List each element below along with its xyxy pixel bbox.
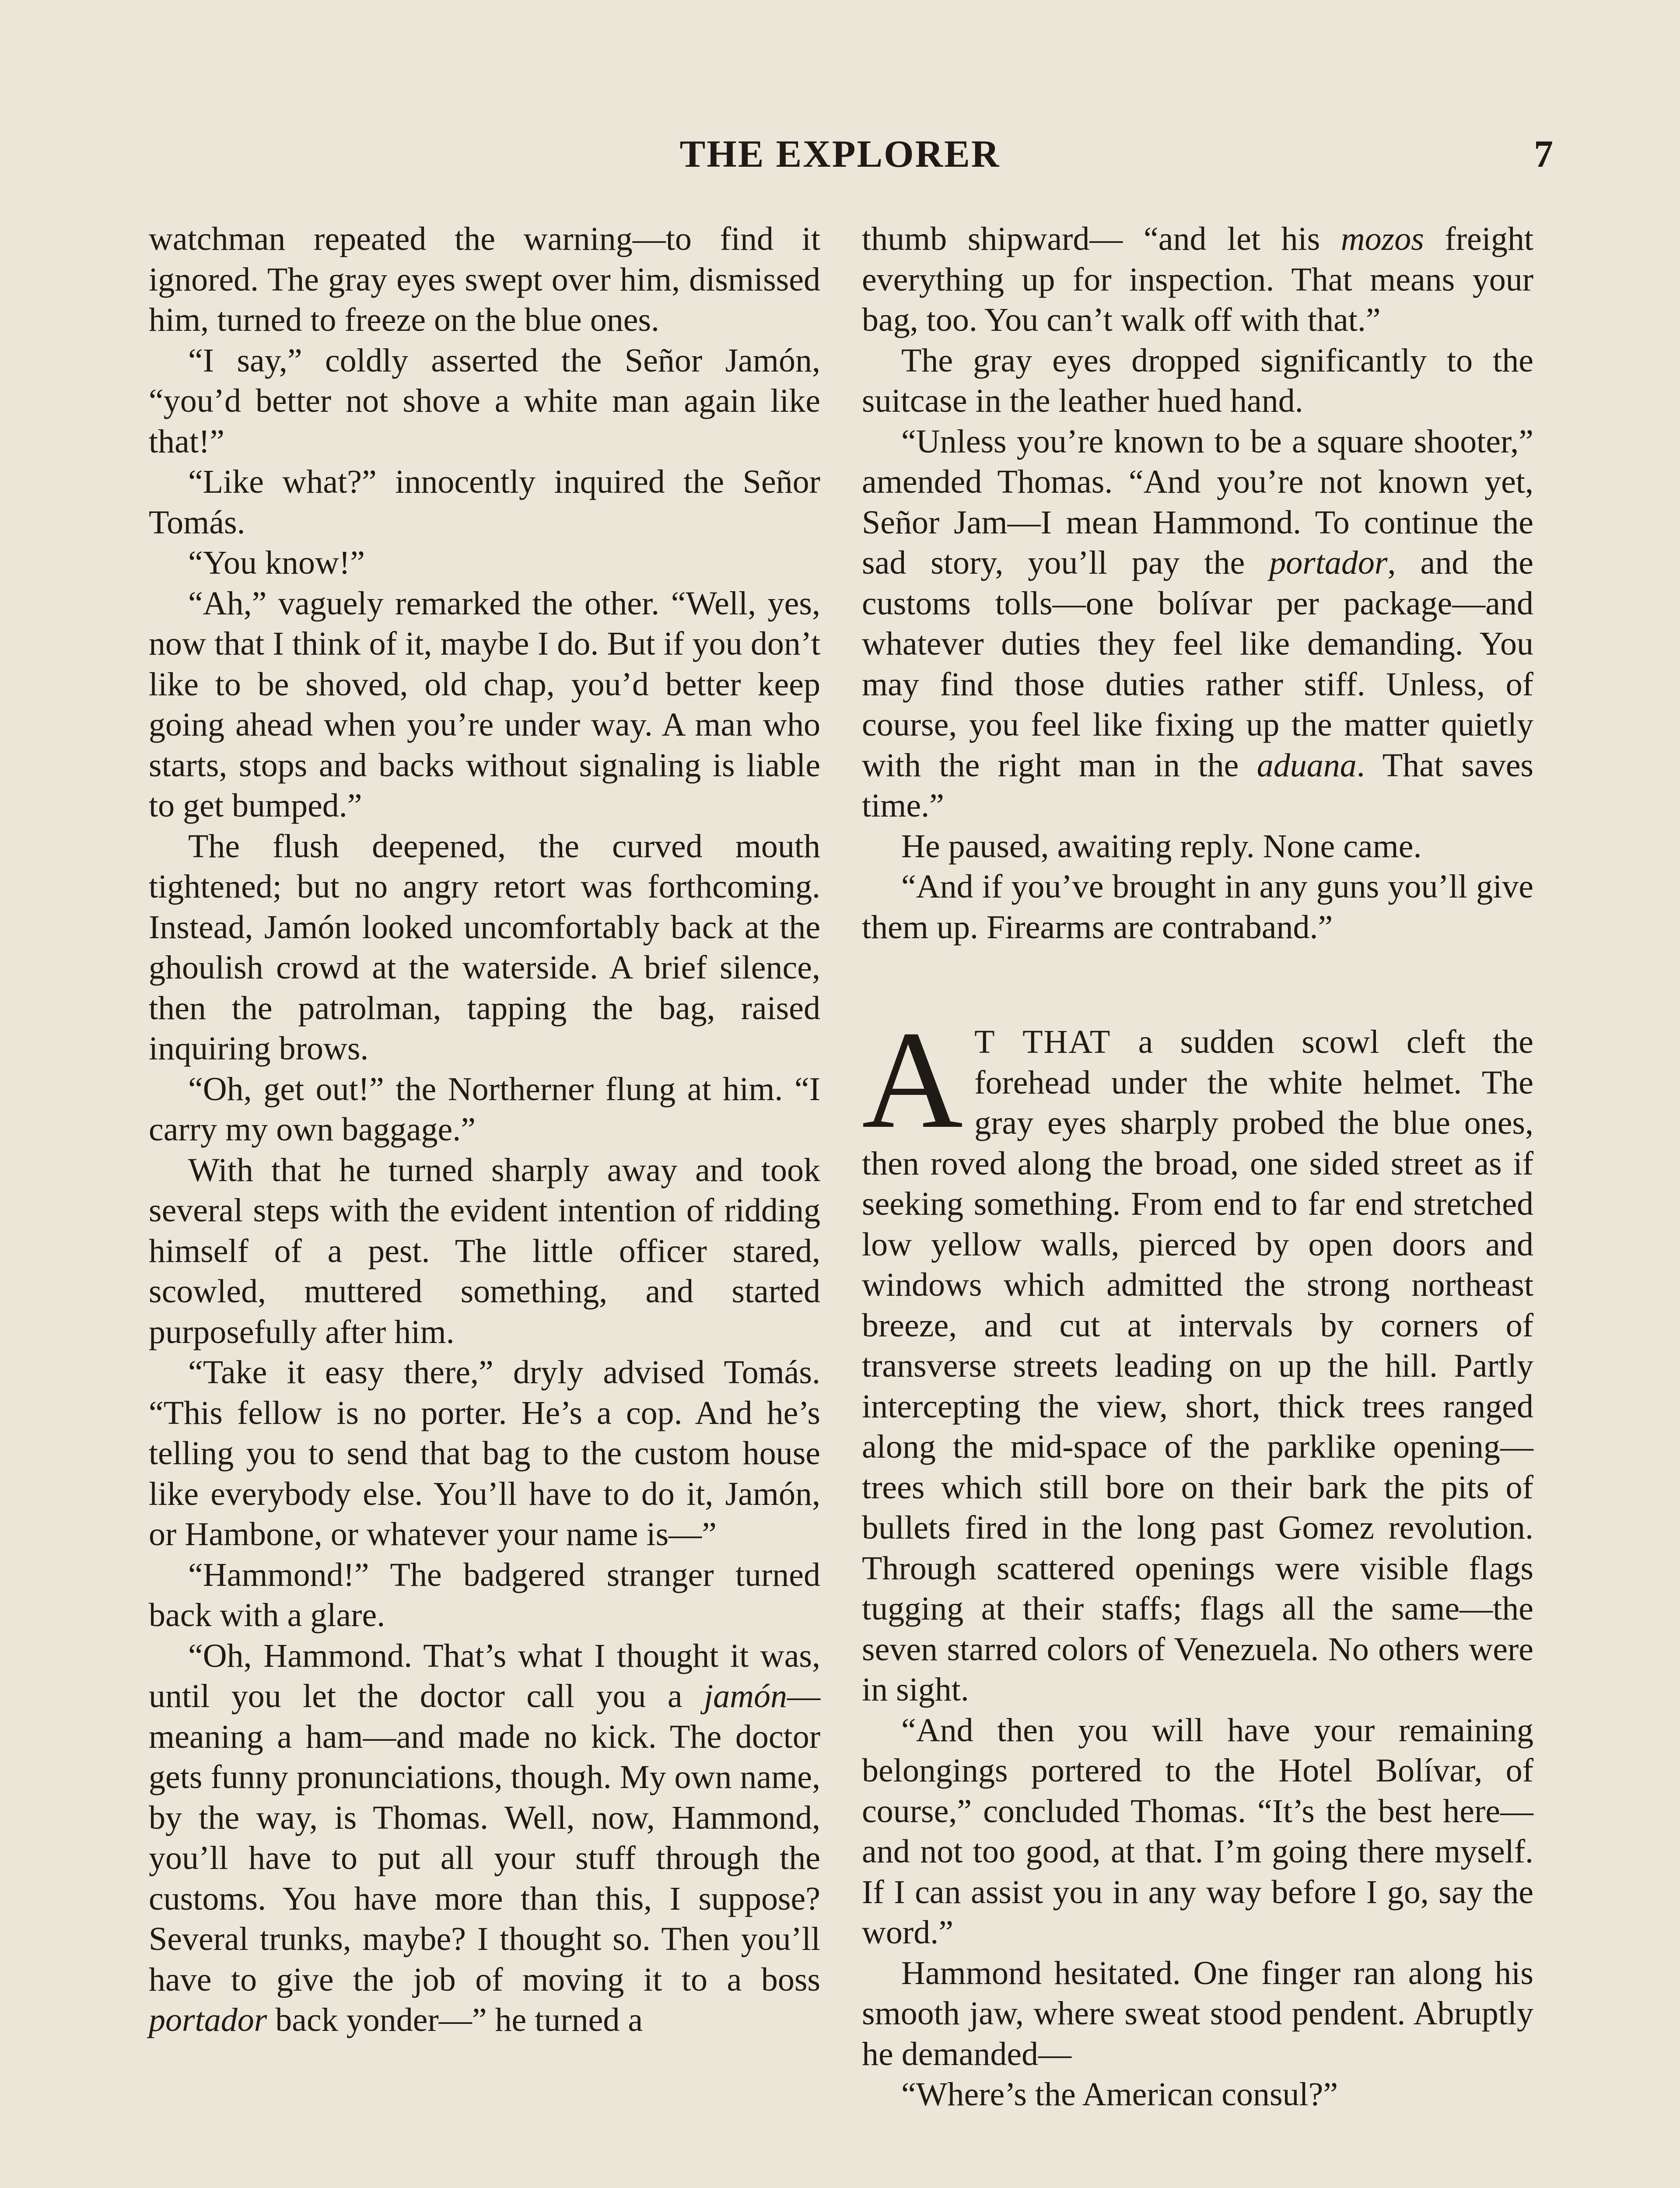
text-run: “Like what?” innocently inquired the Señor Tomás. [149, 463, 820, 541]
text-run: thumb shipward— “and let his [862, 221, 1341, 257]
text-run: “And if you’ve brought in any guns you’ll give them up. Firearms are contraband.” [862, 868, 1533, 946]
paragraph [862, 826, 1533, 867]
text-run: The flush deepened, the curved mouth tightened; but no angry retort was forthcoming. Instead, Jamón looked uncomfortably back at the ghoulish crowd at the waterside. A brief silence, then the patrolman, tapping the bag, raised inquiring brows. [149, 828, 820, 1067]
text-run: Hammond hesitated. One finger ran along his smooth jaw, where sweat stood pendent. Abruptly he demanded— [862, 1954, 1533, 2072]
italic-word: aduana [1256, 747, 1357, 784]
italic-word: jamón [704, 1678, 787, 1715]
text-run: freight everything up for inspection. That means your bag, too. You can’t walk off with that.” [862, 221, 1533, 338]
text-run: a sudden scowl cleft the forehead under the white helmet. The gray eyes sharply probed the blue ones, then roved along the broad, one sided street as if seeking something. From end to far end stretched low yellow walls, pierced by open doors and windows which admitted the strong northeast breeze, and cut at intervals by corners of transverse streets leading on up the hill. Partly intercepting the view, short, thick trees ranged along the mid-space of the parklike opening—trees which still bore on their bark the pits of bullets fired in the long past Gomez revolution. Through scattered openings were visible flags tugging at their staffs; flags all the same—the seven starred colors of Venezuela. No others were in sight. [862, 1024, 1534, 1708]
page-number: 7 [1534, 133, 1553, 175]
text-run: “And then you will have your remaining belongings portered to the Hotel Bolívar, of course,” concluded Thomas. “It’s the best here—and not too good, at that. I’m going there myself. If I can assist you in any way before I go, say the word.” [862, 1711, 1533, 1951]
text-run: He paused, awaiting reply. None came. [901, 828, 1422, 865]
text-run: —meaning a ham—and made no kick. The doctor gets funny pronunciations, though. My own name, by the way, is Thomas. Well, now, Hammond, you’ll have to put all your stuff through the customs. You have more than this, I suppose? Several trunks, maybe? I thought so. Then you’ll have to give the job of moving it to a boss [149, 1678, 820, 1998]
drop-cap-letter: A [862, 1003, 963, 1157]
text-run: “I say,” coldly asserted the Señor Jamón, “you’d better not shove a white man again like that!” [149, 342, 820, 460]
paragraph [149, 826, 820, 1069]
paragraph [862, 421, 1533, 826]
paragraph [862, 340, 1533, 421]
text-run: “Ah,” vaguely remarked the other. “Well, yes, now that I think of it, maybe I do. But if you don’t like to be shoved, old chap, you’d better keep going ahead when you’re under way. A man who starts, stops and backs without signaling is liable to get bumped.” [149, 585, 820, 824]
paragraph [149, 462, 820, 543]
paragraph [149, 1150, 820, 1353]
text-run: “Oh, get out!” the Northerner flung at him. “I carry my own baggage.” [149, 1070, 820, 1148]
paragraph [149, 1555, 820, 1636]
page-header [0, 127, 1680, 184]
text-run: . That saves time.” [862, 747, 1534, 824]
paragraph [862, 219, 1533, 340]
text-run: “Oh, Hammond. That’s what I thought it was, until you let the doctor call you a [149, 1637, 820, 1715]
paragraph [149, 543, 820, 583]
left-text-column [149, 219, 820, 2041]
right-text-column [862, 219, 1533, 2115]
text-run: “Take it easy there,” dryly advised Tomás. “This fellow is no porter. He’s a cop. And he’s telling you to send that bag to the custom house like everybody else. You’ll have to do it, Jamón, or Hambone, or whatever your name is—” [149, 1354, 820, 1553]
paragraph [862, 1953, 1533, 2075]
text-run: “You know!” [188, 544, 365, 581]
text-run: watchman repeated the warning—to find it ignored. The gray eyes swept over him, dismissed him, turned to freeze on the blue ones. [149, 221, 820, 338]
running-head: THE EXPLORER [679, 133, 1001, 175]
text-run: The gray eyes dropped significantly to the suitcase in the leather hued hand. [862, 342, 1533, 419]
paragraph [149, 1352, 820, 1555]
paragraph [149, 1069, 820, 1150]
text-run: back yonder—” he turned a [267, 2002, 643, 2038]
text-run: “Hammond!” The badgered stranger turned back with a glare. [149, 1556, 820, 1634]
paragraph [149, 340, 820, 462]
text-run: With that he turned sharply away and took several steps with the evident intention of ridding himself of a pest. The little officer stared, scowled, muttered something, and started purposefully after him. [149, 1151, 820, 1350]
paragraph [149, 583, 820, 826]
paragraph [149, 1636, 820, 2041]
paragraph [149, 219, 820, 340]
text-run: , and the customs tolls—one bolívar per package—and whatever duties they feel like demanding. You may find those duties rather stiff. Unless, of course, you feel like fixing up the matter quietly with the right man in the [862, 544, 1533, 784]
paragraph [862, 1710, 1533, 1953]
italic-word: portador [149, 2002, 267, 2038]
text-run: “Unless you’re known to be a square shooter,” amended Thomas. “And you’re not known yet, Señor Jam—I mean Hammond. To continue the sad story, you’ll pay the [862, 423, 1533, 581]
italic-word: mozos [1340, 221, 1424, 257]
drop-cap-lead-words: T THAT [974, 1024, 1111, 1060]
paragraph [862, 866, 1533, 947]
dropcap-paragraph [862, 1003, 1534, 1710]
italic-word: portador [1269, 544, 1388, 581]
paragraph [862, 2074, 1533, 2115]
text-run: “Where’s the American consul?” [901, 2076, 1338, 2113]
